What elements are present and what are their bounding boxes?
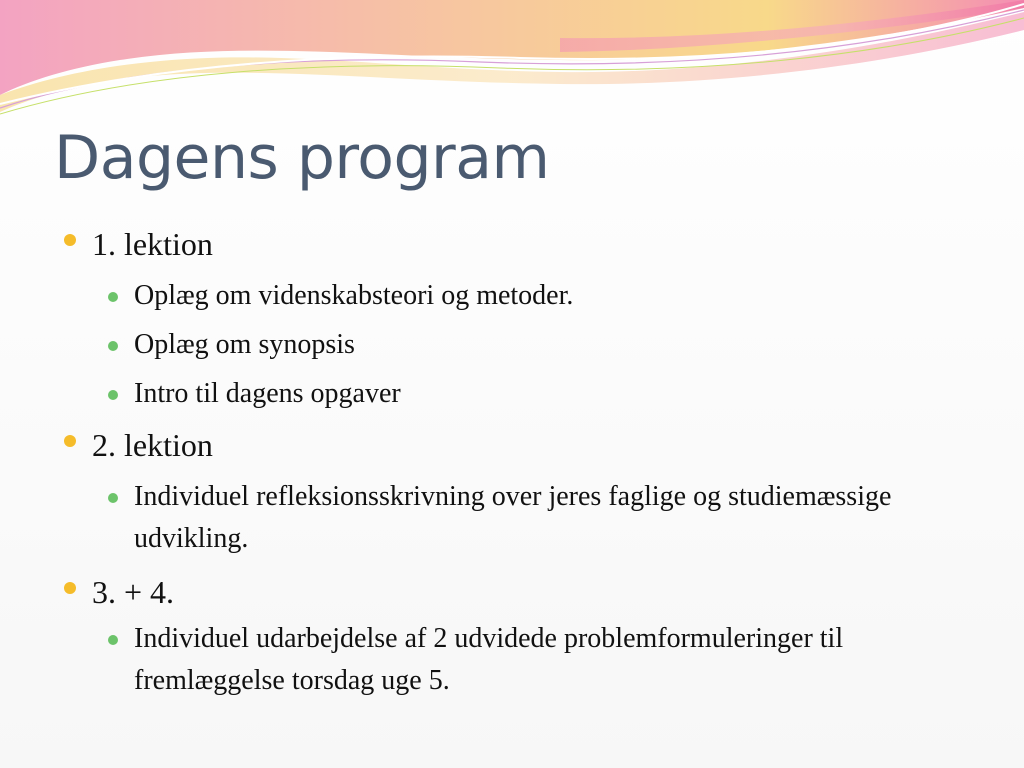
section-heading xyxy=(92,427,213,464)
list-item xyxy=(134,324,954,366)
bullet-icon xyxy=(64,234,76,246)
bullet-icon xyxy=(64,435,76,447)
bullet-icon xyxy=(108,292,118,302)
section-heading xyxy=(92,226,213,263)
list-item-text: Individuel udarbejdelse af 2 udvidede problemformuleringer til fremlæggelse torsdag uge 5. xyxy=(134,623,844,696)
bullet-icon xyxy=(108,635,118,645)
bullet-icon xyxy=(108,341,118,351)
list-item-text: Oplæg om videnskabsteori og metoder. xyxy=(134,280,574,311)
section-label: 3. + 4. xyxy=(92,574,175,610)
list-item xyxy=(134,275,954,317)
bullet-icon xyxy=(108,493,118,503)
list-item-text: Individuel refleksionsskrivning over jeres faglige og studiemæssige udvikling. xyxy=(134,481,892,554)
bullet-icon xyxy=(64,582,76,594)
section-label: 2. lektion xyxy=(92,427,213,463)
list-item xyxy=(134,476,954,560)
decorative-wave-banner xyxy=(0,0,1024,130)
list-item-text: Intro til dagens opgaver xyxy=(134,378,401,409)
bullet-icon xyxy=(108,390,118,400)
list-item xyxy=(134,373,954,415)
slide-title: Dagens program xyxy=(54,123,550,193)
list-item xyxy=(134,618,954,702)
section-label: 1. lektion xyxy=(92,226,213,262)
section-heading xyxy=(92,574,174,611)
list-item-text: Oplæg om synopsis xyxy=(134,329,355,360)
